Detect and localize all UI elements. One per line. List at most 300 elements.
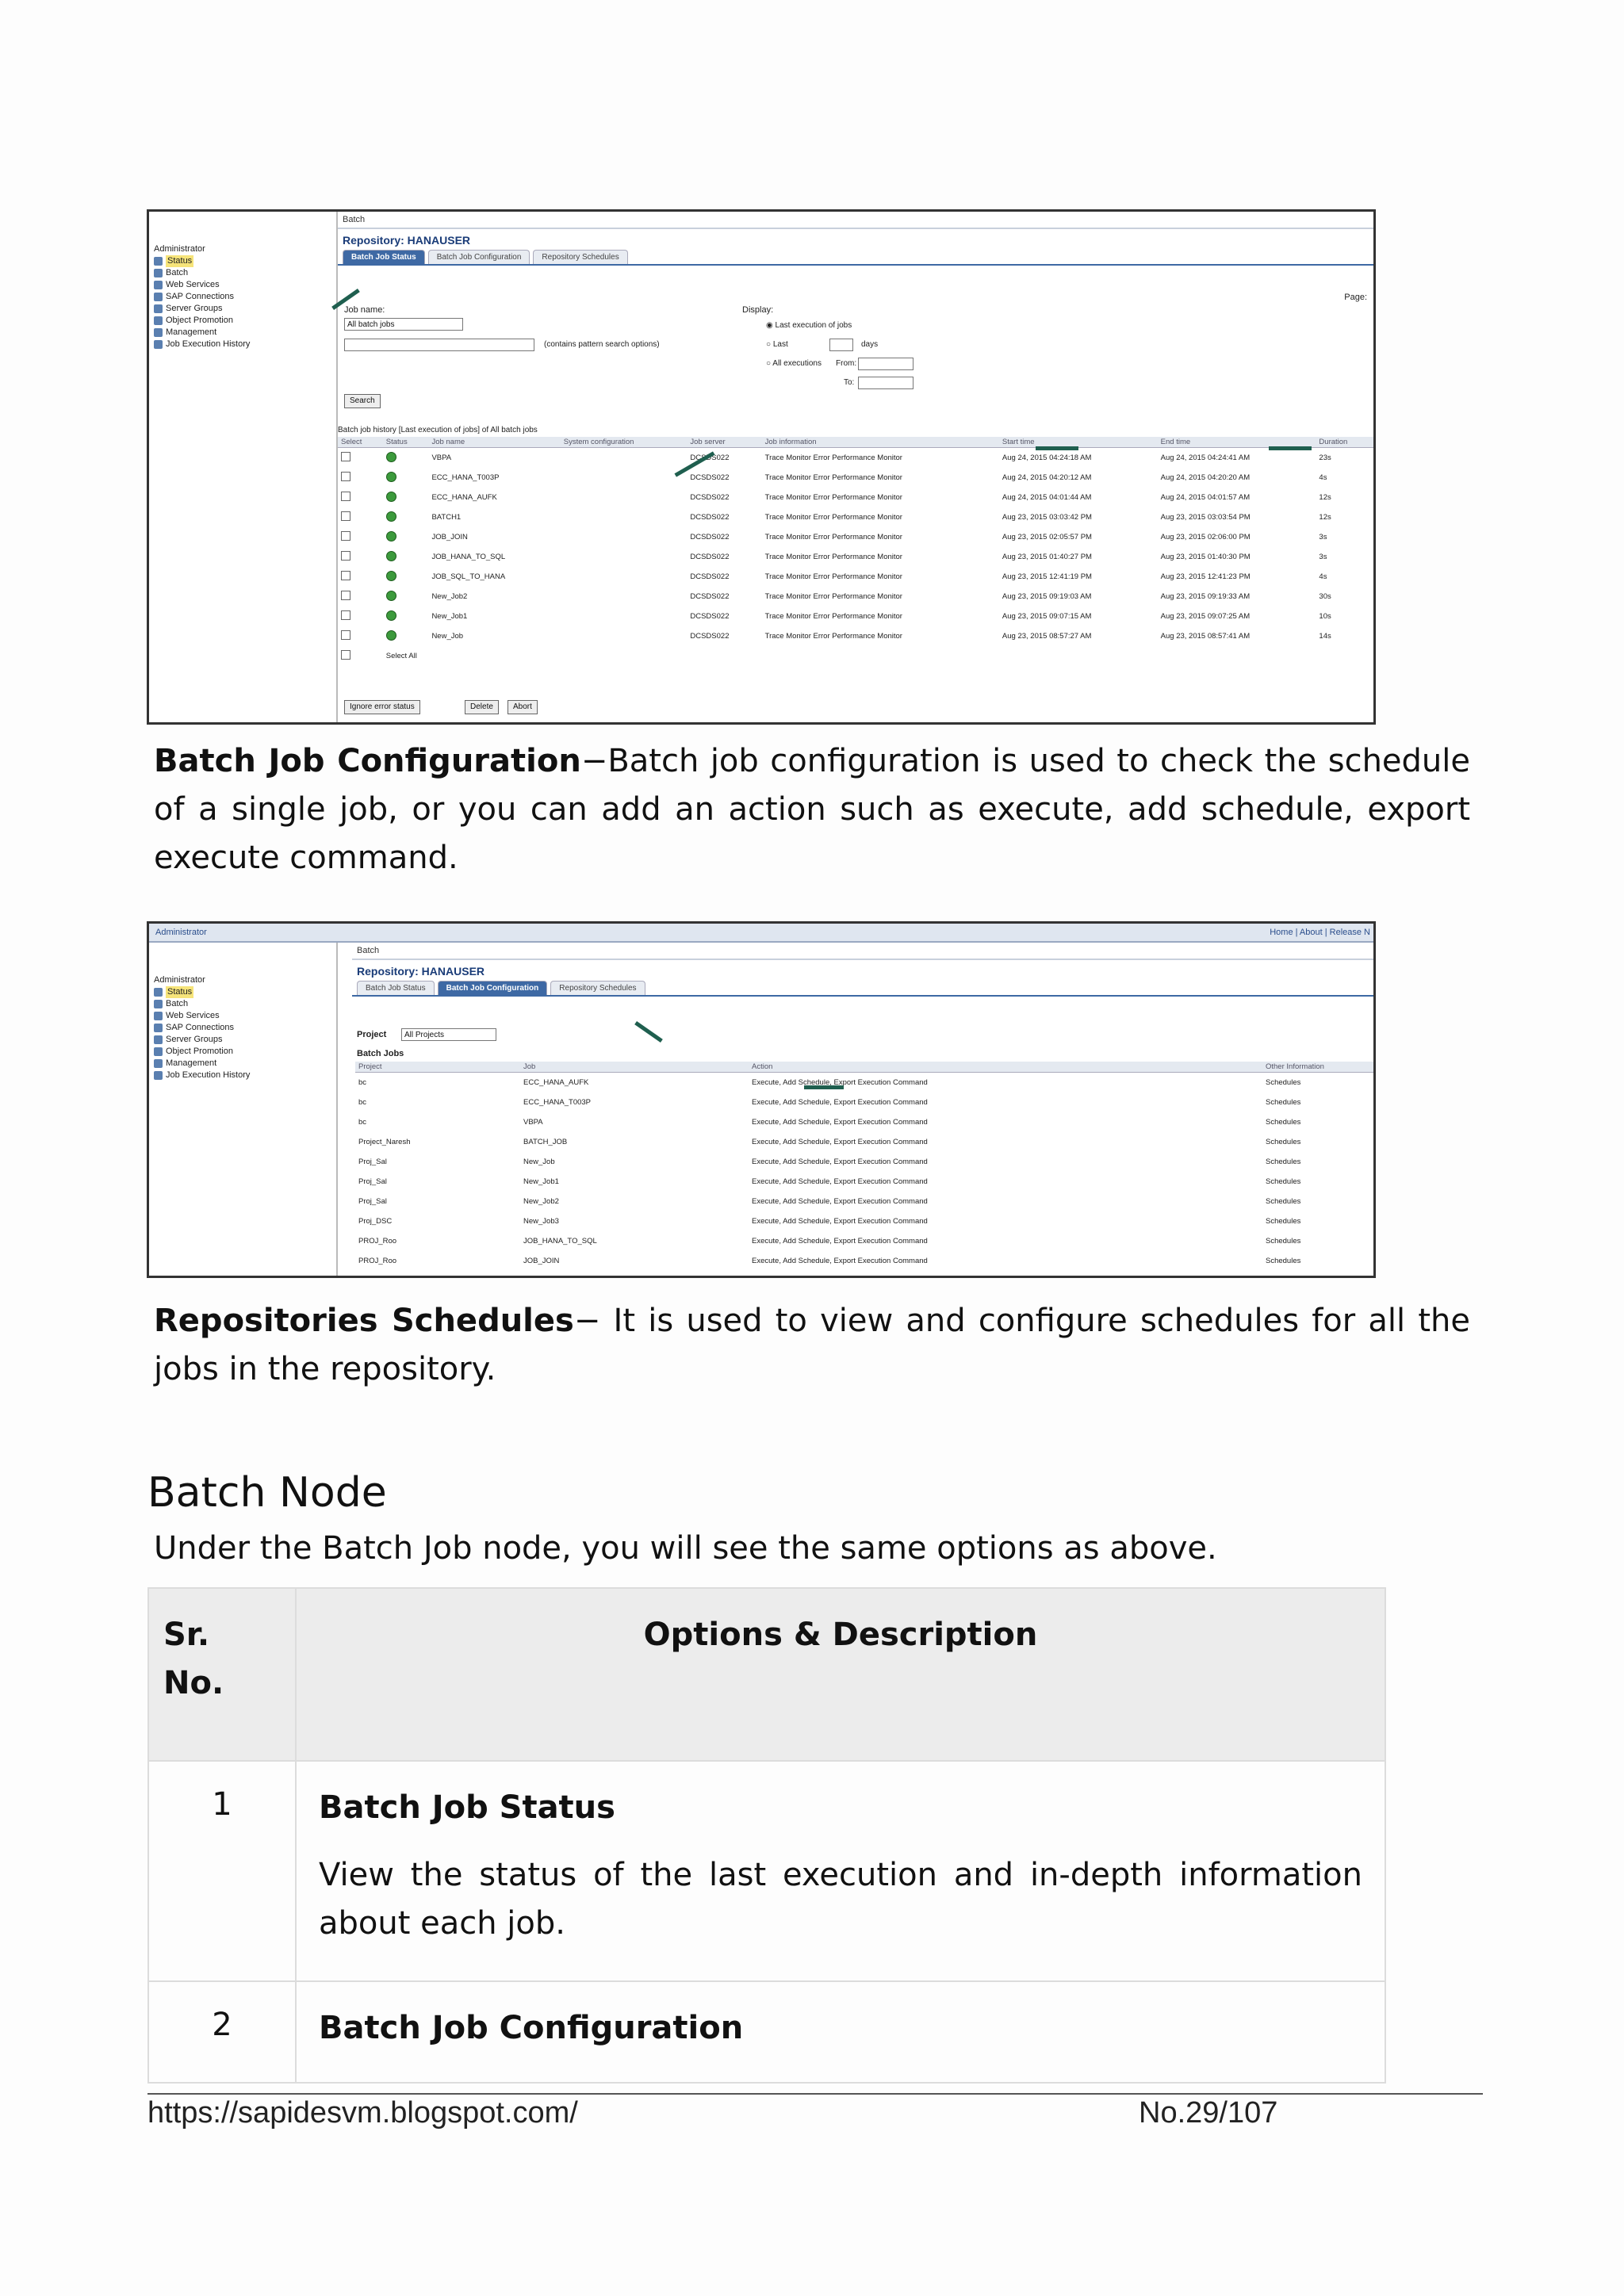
option-description: View the status of the last execution and in-depth information about each job. (319, 1857, 1362, 1942)
top-nav[interactable]: Home | About | Release N (1270, 928, 1370, 937)
col-start-time: Start time (999, 437, 1158, 448)
breadcrumb: Batch (352, 943, 1373, 960)
select-cell[interactable] (338, 448, 383, 469)
annotation-arrow (1036, 446, 1078, 450)
web-services-icon (154, 1012, 163, 1020)
schedules-link[interactable]: Schedules (1266, 1237, 1301, 1246)
intro-paragraph: Under the Batch Job node, you will see the same options as above. (154, 1530, 1217, 1567)
end-time-cell: Aug 23, 2015 08:57:41 AM (1160, 632, 1251, 641)
project-cell: Proj_Sal (358, 1177, 387, 1186)
project-cell: PROJ_Roo (358, 1257, 397, 1265)
system-config-cell (561, 626, 688, 646)
batch-jobs-table (355, 1062, 1375, 1278)
schedules-link[interactable]: Schedules (1266, 1158, 1301, 1166)
sap-connections-icon (154, 293, 163, 301)
project-cell: PROJ_Roo (358, 1237, 397, 1246)
table-row (148, 1981, 1385, 2083)
sidebar-item-sap-connections[interactable]: SAP Connections (149, 1022, 336, 1034)
duration-cell: 12s (1319, 513, 1331, 522)
project-cell: bc (358, 1078, 367, 1087)
batch-job-status-screenshot (147, 209, 1376, 725)
batch-history-table (338, 437, 1373, 666)
project-cell: bc (358, 1098, 367, 1107)
job-name-cell[interactable]: JOB_HANA_TO_SQL (431, 553, 506, 561)
table-row (355, 1093, 1375, 1112)
main-pane (338, 212, 1373, 722)
repo-schedules-term: Repositories Schedules (154, 1303, 574, 1339)
action-links[interactable]: Execute, Add Schedule, Export Execution Command (752, 1078, 928, 1087)
options-table (147, 1587, 1386, 2084)
end-time-cell: Aug 23, 2015 02:06:00 PM (1160, 533, 1251, 541)
system-config-cell (561, 527, 688, 547)
schedules-link[interactable]: Schedules (1266, 1197, 1301, 1206)
batch-config-paragraph (154, 737, 1470, 882)
tab-batch-job-configuration[interactable]: Batch Job Configuration (438, 981, 548, 995)
duration-cell: 4s (1319, 473, 1327, 482)
start-time-cell: Aug 23, 2015 03:03:42 PM (1002, 513, 1092, 522)
sidebar-item-management[interactable]: Management (149, 1058, 336, 1070)
project-cell: Project_Naresh (358, 1138, 411, 1146)
col-job: Job (520, 1062, 749, 1073)
project-cell: bc (358, 1118, 367, 1127)
tab-bar (352, 978, 1373, 997)
status-icon (154, 257, 163, 266)
schedules-link[interactable]: Schedules (1266, 1078, 1301, 1087)
job-cell: VBPA (523, 1118, 543, 1127)
display-opt-last-exec[interactable]: ◉ Last execution of jobs (766, 321, 852, 330)
select-cell[interactable] (338, 567, 383, 587)
job-name-pattern-input[interactable] (344, 339, 534, 351)
job-info-links[interactable]: Trace Monitor Error Performance Monitor (764, 632, 902, 641)
job-cell: New_Job2 (523, 1197, 559, 1206)
job-cell: BATCH_JOB (523, 1138, 568, 1146)
select-cell[interactable] (338, 547, 383, 567)
status-icon (154, 988, 163, 997)
system-config-cell (561, 468, 688, 488)
breadcrumb: Batch (338, 212, 1373, 229)
table-row (355, 1231, 1375, 1251)
end-time-cell: Aug 24, 2015 04:24:41 AM (1160, 453, 1251, 462)
status-cell (383, 587, 429, 607)
status-cell (383, 567, 429, 587)
action-links[interactable]: Execute, Add Schedule, Export Execution Command (752, 1098, 928, 1107)
batch-icon (154, 1000, 163, 1008)
from-date-input[interactable] (858, 358, 914, 370)
table-header (338, 437, 1373, 448)
job-name-cell[interactable]: JOB_SQL_TO_HANA (431, 572, 506, 581)
duration-cell: 30s (1319, 592, 1331, 601)
end-time-cell: Aug 23, 2015 12:41:23 PM (1160, 572, 1251, 581)
table-row (338, 567, 1373, 587)
duration-cell: 23s (1319, 453, 1331, 462)
app-title: Administrator (155, 928, 207, 937)
object-promotion-icon (154, 316, 163, 325)
table-row (355, 1271, 1375, 1278)
table-row (355, 1152, 1375, 1172)
row-number: 1 (148, 1761, 296, 1981)
from-label: From: (836, 359, 857, 368)
system-config-cell (561, 547, 688, 567)
sidebar-item-batch[interactable]: Batch (149, 267, 336, 279)
table-header (355, 1062, 1375, 1073)
schedules-link[interactable]: Schedules (1266, 1257, 1301, 1265)
action-links[interactable]: Execute, Add Schedule, Export Execution Command (752, 1197, 928, 1206)
schedules-link[interactable]: Schedules (1266, 1177, 1301, 1186)
table-row (355, 1251, 1375, 1271)
select-cell[interactable] (338, 587, 383, 607)
status-cell (383, 507, 429, 527)
sidebar-item-job-execution-history[interactable]: Job Execution History (149, 1070, 336, 1081)
batch-icon (154, 269, 163, 277)
table-row (355, 1073, 1375, 1093)
footer-page-number: No.29/107 (1139, 2096, 1278, 2130)
sidebar-root[interactable]: Administrator (154, 244, 205, 254)
duration-cell: 10s (1319, 612, 1331, 621)
job-info-links[interactable]: Trace Monitor Error Performance Monitor (764, 453, 902, 462)
table-row (355, 1112, 1375, 1132)
table-row (338, 507, 1373, 527)
repository-title: Repository: HANAUSER (343, 234, 471, 247)
section-heading: Batch Node (147, 1469, 387, 1517)
history-icon (154, 1071, 163, 1080)
status-success-icon (386, 452, 396, 462)
tab-batch-job-status[interactable]: Batch Job Status (343, 250, 425, 264)
job-cell: JOB_HANA_TO_SQL (523, 1237, 597, 1246)
start-time-cell: Aug 23, 2015 09:19:03 AM (1002, 592, 1092, 601)
row-checkbox[interactable] (341, 610, 350, 620)
action-links[interactable]: Execute, Add Schedule, Export Execution Command (752, 1237, 928, 1246)
select-cell[interactable] (338, 488, 383, 507)
row-checkbox[interactable] (341, 492, 350, 501)
project-label: Project (357, 1030, 387, 1039)
job-name-cell[interactable]: New_Job1 (431, 612, 468, 621)
end-time-cell: Aug 23, 2015 09:19:33 AM (1160, 592, 1251, 601)
row-checkbox[interactable] (341, 452, 350, 461)
abort-button[interactable]: Abort (508, 700, 538, 714)
status-success-icon (386, 511, 396, 522)
repository-title: Repository: HANAUSER (357, 965, 485, 978)
end-time-cell: Aug 24, 2015 04:01:57 AM (1160, 493, 1251, 502)
table-row (355, 1192, 1375, 1211)
footer-divider (147, 2093, 1483, 2095)
delete-button[interactable]: Delete (465, 700, 499, 714)
job-name-cell[interactable]: BATCH1 (431, 513, 462, 522)
job-info-links[interactable]: Trace Monitor Error Performance Monitor (764, 612, 902, 621)
end-time-cell: Aug 23, 2015 03:03:54 PM (1160, 513, 1251, 522)
table-row (338, 607, 1373, 626)
job-name-cell[interactable]: VBPA (431, 453, 452, 462)
tab-repository-schedules[interactable]: Repository Schedules (533, 250, 627, 264)
select-all-checkbox[interactable] (341, 650, 350, 660)
job-cell: New_Job1 (523, 1177, 559, 1186)
status-success-icon (386, 630, 396, 641)
table-row (338, 488, 1373, 507)
job-server-cell: DCSDS022 (690, 473, 730, 482)
sidebar-item-batch[interactable]: Batch (149, 998, 336, 1010)
to-date-input[interactable] (858, 377, 914, 389)
col-job-server: Job server (687, 437, 761, 448)
job-name-cell[interactable]: ECC_HANA_T003P (431, 473, 500, 482)
select-cell[interactable] (338, 507, 383, 527)
sidebar (149, 943, 338, 1276)
start-time-cell: Aug 24, 2015 04:24:18 AM (1002, 453, 1092, 462)
ignore-error-button[interactable]: Ignore error status (344, 700, 420, 714)
table-row (338, 527, 1373, 547)
option-title: Batch Job Status (319, 1789, 615, 1826)
status-success-icon (386, 551, 396, 561)
display-opt-all[interactable]: ○ All executions (766, 359, 822, 368)
status-success-icon (386, 610, 396, 621)
sidebar-item-sap-connections[interactable]: SAP Connections (149, 291, 336, 303)
job-info-links[interactable]: Trace Monitor Error Performance Monitor (764, 533, 902, 541)
server-groups-icon (154, 1035, 163, 1044)
system-config-cell (561, 488, 688, 507)
action-links[interactable]: Execute, Add Schedule, Export Execution Command (752, 1257, 928, 1265)
job-info-links[interactable]: Trace Monitor Error Performance Monitor (764, 473, 902, 482)
col-options-description: Options & Description (296, 1588, 1385, 1761)
batch-config-desc: −Batch job configuration is used to check the schedule of a single job, or you can add an action such as execute, add schedule, export execute command. (154, 743, 1470, 876)
display-label: Display: (742, 305, 774, 315)
row-number: 2 (148, 1981, 296, 2083)
table-row (355, 1132, 1375, 1152)
job-server-cell: DCSDS022 (690, 533, 730, 541)
pattern-hint: (contains pattern search options) (544, 340, 660, 349)
job-server-cell: DCSDS022 (690, 632, 730, 641)
annotation-arrow (1269, 446, 1312, 450)
duration-cell: 3s (1319, 533, 1327, 541)
job-name-cell[interactable]: ECC_HANA_AUFK (431, 493, 497, 502)
tab-batch-job-configuration[interactable]: Batch Job Configuration (428, 250, 530, 264)
job-name-cell[interactable]: JOB_JOIN (431, 533, 468, 541)
schedules-link[interactable]: Schedules (1266, 1118, 1301, 1127)
row-checkbox[interactable] (341, 551, 350, 561)
action-links[interactable]: Execute, Add Schedule, Export Execution Command (752, 1138, 928, 1146)
status-cell (383, 607, 429, 626)
start-time-cell: Aug 23, 2015 08:57:27 AM (1002, 632, 1092, 641)
batch-job-configuration-screenshot (147, 921, 1376, 1278)
action-links[interactable]: Execute, Add Schedule, Export Execution Command (752, 1217, 928, 1226)
sidebar-item-object-promotion[interactable]: Object Promotion (149, 315, 336, 327)
system-config-cell (561, 448, 688, 469)
history-title: Batch job history [Last execution of jobs] of All batch jobs (338, 426, 538, 434)
job-server-cell: DCSDS022 (690, 553, 730, 561)
tab-batch-job-status[interactable]: Batch Job Status (357, 981, 435, 995)
job-info-links[interactable]: Trace Monitor Error Performance Monitor (764, 513, 902, 522)
col-job-name: Job name (428, 437, 560, 448)
sidebar (149, 212, 338, 722)
management-icon (154, 1059, 163, 1068)
job-name-select[interactable]: All batch jobs (344, 318, 463, 331)
start-time-cell: Aug 24, 2015 04:20:12 AM (1002, 473, 1092, 482)
sidebar-item-object-promotion[interactable]: Object Promotion (149, 1046, 336, 1058)
batch-jobs-heading: Batch Jobs (357, 1049, 404, 1058)
table-row (338, 468, 1373, 488)
display-opt-last-days[interactable]: ○ Last (766, 340, 788, 349)
status-cell (383, 626, 429, 646)
table-row (355, 1211, 1375, 1231)
col-sr-no: Sr. No. (148, 1588, 296, 1761)
sidebar-item-management[interactable]: Management (149, 327, 336, 339)
sidebar-item-server-groups[interactable]: Server Groups (149, 303, 336, 315)
job-server-cell: DCSDS022 (690, 572, 730, 581)
col-job-info: Job information (762, 437, 999, 448)
sidebar-item-web-services[interactable]: Web Services (149, 279, 336, 291)
project-cell: Proj_Sal (358, 1158, 387, 1166)
table-row (338, 547, 1373, 567)
job-cell (520, 1271, 749, 1278)
server-groups-icon (154, 304, 163, 313)
job-server-cell: DCSDS022 (690, 493, 730, 502)
status-cell (383, 488, 429, 507)
schedules-link[interactable]: Schedules (1266, 1098, 1301, 1107)
job-server-cell: DCSDS022 (690, 612, 730, 621)
schedules-link[interactable] (1262, 1271, 1375, 1278)
schedules-link[interactable]: Schedules (1266, 1217, 1301, 1226)
row-checkbox[interactable] (341, 472, 350, 481)
status-cell (383, 468, 429, 488)
job-server-cell: DCSDS022 (690, 453, 730, 462)
sidebar-item-job-execution-history[interactable]: Job Execution History (149, 339, 336, 350)
select-cell[interactable] (338, 607, 383, 626)
sidebar-item-status[interactable]: Status (149, 255, 336, 267)
action-links[interactable]: Execute, Add Schedule, Export Execution Command (752, 1177, 928, 1186)
job-info-links[interactable]: Trace Monitor Error Performance Monitor (764, 572, 902, 581)
row-content (296, 1981, 1385, 2083)
job-cell: JOB_JOIN (523, 1257, 560, 1265)
annotation-arrow (804, 1085, 844, 1089)
sidebar-item-server-groups[interactable]: Server Groups (149, 1034, 336, 1046)
footer-url[interactable]: https://sapidesvm.blogspot.com/ (147, 2096, 578, 2130)
batch-config-term: Batch Job Configuration (154, 743, 581, 779)
sidebar-item-web-services[interactable]: Web Services (149, 1010, 336, 1022)
to-label: To: (844, 378, 855, 387)
history-icon (154, 340, 163, 349)
status-success-icon (386, 472, 396, 482)
duration-cell: 3s (1319, 553, 1327, 561)
end-time-cell: Aug 23, 2015 09:07:25 AM (1160, 612, 1251, 621)
status-success-icon (386, 571, 396, 581)
status-cell (383, 527, 429, 547)
col-action: Action (749, 1062, 1262, 1073)
sidebar-item-status[interactable]: Status (149, 986, 336, 998)
row-checkbox[interactable] (341, 571, 350, 580)
job-info-links[interactable]: Trace Monitor Error Performance Monitor (764, 553, 902, 561)
table-row (338, 448, 1373, 469)
option-title: Batch Job Configuration (319, 2010, 744, 2046)
tab-bar (338, 247, 1373, 266)
days-label: days (861, 340, 879, 349)
system-config-cell (561, 567, 688, 587)
repo-schedules-paragraph (154, 1297, 1470, 1394)
project-select[interactable]: All Projects (401, 1028, 496, 1041)
select-cell[interactable] (338, 527, 383, 547)
web-services-icon (154, 281, 163, 289)
col-project: Project (355, 1062, 520, 1073)
system-config-cell (561, 507, 688, 527)
search-button[interactable]: Search (344, 394, 381, 408)
start-time-cell: Aug 23, 2015 12:41:19 PM (1002, 572, 1092, 581)
row-checkbox[interactable] (341, 531, 350, 541)
row-checkbox[interactable] (341, 591, 350, 600)
action-links[interactable]: Execute, Add Schedule, Export Execution Command (752, 1158, 928, 1166)
table-row (355, 1172, 1375, 1192)
action-links[interactable]: Execute, Add Schedule, Export Execution Command (752, 1118, 928, 1127)
row-checkbox[interactable] (341, 630, 350, 640)
sidebar-root[interactable]: Administrator (154, 975, 205, 985)
system-config-cell (561, 607, 688, 626)
col-system-config: System configuration (561, 437, 688, 448)
job-cell: ECC_HANA_AUFK (523, 1078, 589, 1087)
management-icon (154, 328, 163, 337)
page-label: Page: (1344, 293, 1367, 302)
project-cell: Proj_Sal (358, 1197, 387, 1206)
select-all-checkbox-cell[interactable] (338, 646, 383, 666)
repo-schedules-desc: − It is used to view and configure schedules for all the jobs in the repository. (154, 1303, 1470, 1387)
table-row (338, 587, 1373, 607)
col-duration: Duration (1316, 437, 1373, 448)
col-other-info: Other Information (1262, 1062, 1375, 1073)
table-row (148, 1761, 1385, 1981)
job-cell: New_Job3 (523, 1217, 559, 1226)
select-cell[interactable] (338, 626, 383, 646)
row-checkbox[interactable] (341, 511, 350, 521)
job-server-cell: DCSDS022 (690, 592, 730, 601)
job-info-links[interactable]: Trace Monitor Error Performance Monitor (764, 592, 902, 601)
start-time-cell: Aug 23, 2015 01:40:27 PM (1002, 553, 1092, 561)
end-time-cell: Aug 24, 2015 04:20:20 AM (1160, 473, 1251, 482)
status-success-icon (386, 492, 396, 502)
col-select: Select (338, 437, 383, 448)
job-name-label: Job name: (344, 305, 385, 315)
job-name-cell[interactable]: New_Job2 (431, 592, 468, 601)
app-titlebar (149, 924, 1373, 943)
status-success-icon (386, 531, 396, 541)
project-cell: Proj_DSC (358, 1217, 393, 1226)
main-pane (352, 943, 1373, 1276)
tab-repository-schedules[interactable]: Repository Schedules (550, 981, 645, 995)
col-status: Status (383, 437, 429, 448)
end-time-cell: Aug 23, 2015 01:40:30 PM (1160, 553, 1251, 561)
table-header (148, 1588, 1385, 1761)
sap-connections-icon (154, 1024, 163, 1032)
start-time-cell: Aug 23, 2015 02:05:57 PM (1002, 533, 1092, 541)
col-end-time: End time (1158, 437, 1316, 448)
table-row (338, 626, 1373, 646)
start-time-cell: Aug 24, 2015 04:01:44 AM (1002, 493, 1092, 502)
duration-cell: 4s (1319, 572, 1327, 581)
job-cell: ECC_HANA_T003P (523, 1098, 592, 1107)
action-links[interactable] (749, 1271, 1262, 1278)
system-config-cell (561, 587, 688, 607)
job-cell: New_Job (523, 1158, 555, 1166)
job-name-cell[interactable]: New_Job (431, 632, 464, 641)
duration-cell: 12s (1319, 493, 1331, 502)
status-cell (383, 448, 429, 469)
project-cell (355, 1271, 520, 1278)
select-all-row (338, 646, 1373, 666)
object-promotion-icon (154, 1047, 163, 1056)
status-success-icon (386, 591, 396, 601)
status-cell (383, 547, 429, 567)
schedules-link[interactable]: Schedules (1266, 1138, 1301, 1146)
select-cell[interactable] (338, 468, 383, 488)
row-content (296, 1761, 1385, 1981)
days-input[interactable] (829, 339, 853, 351)
select-all-label: Select All (385, 652, 417, 660)
duration-cell: 14s (1319, 632, 1331, 641)
start-time-cell: Aug 23, 2015 09:07:15 AM (1002, 612, 1092, 621)
job-info-links[interactable]: Trace Monitor Error Performance Monitor (764, 493, 902, 502)
